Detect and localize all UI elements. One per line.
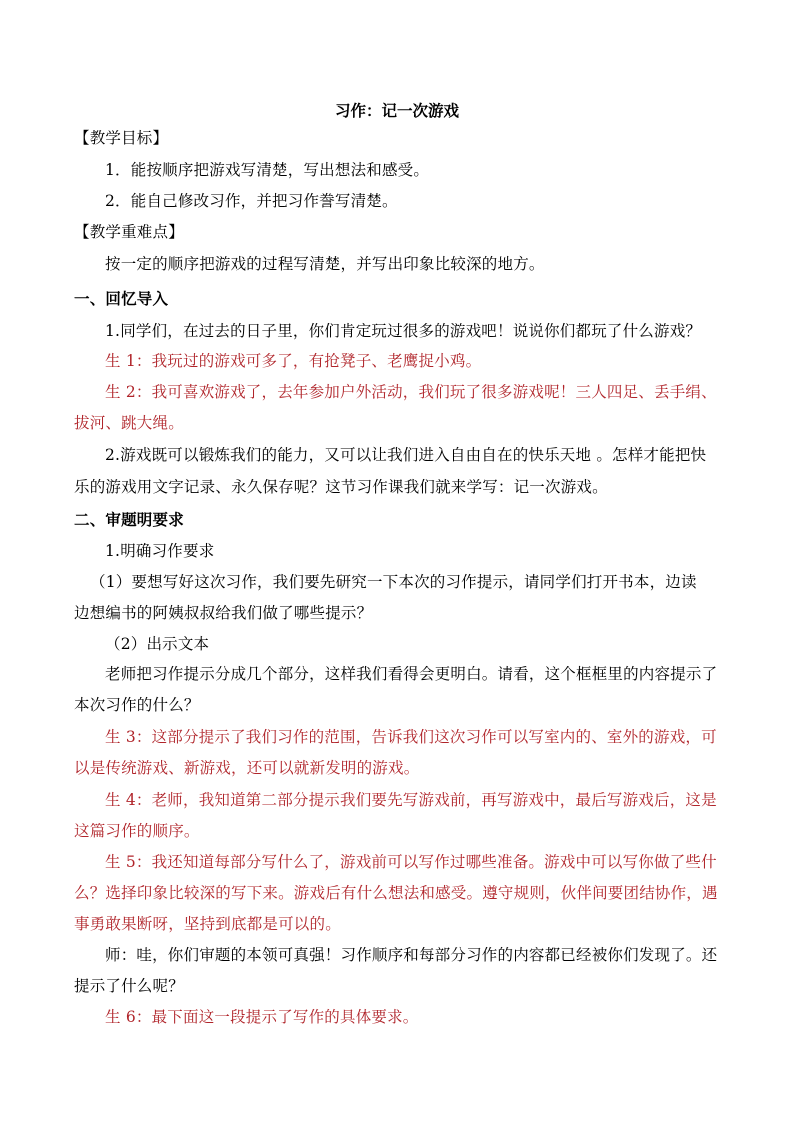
section-label-objectives: 【教学目标】: [74, 129, 169, 147]
paragraph-line: 2．能自己修改习作，并把习作誊写清楚。: [105, 192, 398, 210]
paragraph-line: 按一定的顺序把游戏的过程写清楚，并写出印象比较深的地方。: [105, 255, 545, 273]
student-answer-line: 拔河、跳大绳。: [74, 414, 184, 432]
student-answer-line: 生 5：我还知道每部分写什么了，游戏前可以写作过哪些准备。游戏中可以写你做了些什: [105, 853, 717, 871]
section-heading-2: 二、审题明要求: [74, 510, 184, 529]
paragraph-line: 2.游戏既可以锻炼我们的能力，又可以让我们进入自由自在的快乐天地 。怎样才能把快: [105, 446, 707, 464]
paragraph-line: 乐的游戏用文字记录、永久保存呢？这节习作课我们就来学写：记一次游戏。: [74, 478, 608, 496]
paragraph-line: 老师把习作提示分成几个部分，这样我们看得会更明白。请看，这个框框里的内容提示了: [105, 665, 718, 683]
student-answer-line: 以是传统游戏、新游戏，还可以就新发明的游戏。: [74, 759, 420, 777]
section-label-key-points: 【教学重难点】: [74, 223, 184, 241]
student-answer-line: 事勇敢果断呀，坚持到底都是可以的。: [74, 915, 341, 933]
student-answer-line: 生 1：我玩过的游戏可多了，有抢凳子、老鹰捉小鸡。: [105, 352, 482, 370]
paragraph-line: 本次习作的什么？: [74, 696, 200, 714]
student-answer-line: 么？选择印象比较深的写下来。游戏后有什么想法和感受。遵守规则，伙伴间要团结协作，遇: [74, 884, 718, 902]
student-answer-line: 生 4：老师，我知道第二部分提示我们要先写游戏前，再写游戏中，最后写游戏后，这是: [105, 791, 717, 809]
student-answer-line: 生 2：我可喜欢游戏了，去年参加户外活动，我们玩了很多游戏呢！三人四足、丢手绢、: [105, 383, 717, 401]
paragraph-line: 1.明确习作要求: [105, 542, 215, 560]
paragraph-line: 边想编书的阿姨叔叔给我们做了哪些提示？: [74, 604, 373, 622]
paragraph-line: 1.同学们，在过去的日子里，你们肯定玩过很多的游戏吧！说说你们都玩了什么游戏？: [105, 322, 702, 340]
student-answer-line: 生 3：这部分提示了我们习作的范围，告诉我们这次习作可以写室内的、室外的游戏，可: [105, 728, 717, 746]
student-answer-line: 生 6：最下面这一段提示了写作的具体要求。: [105, 1008, 419, 1026]
paragraph-line: 1．能按顺序把游戏写清楚，写出想法和感受。: [105, 161, 430, 179]
paragraph-line: （2）出示文本: [105, 635, 210, 653]
paragraph-line: 提示了什么呢？: [74, 977, 184, 995]
student-answer-line: 这篇习作的顺序。: [74, 822, 200, 840]
paragraph-line: 师：哇，你们审题的本领可真强！习作顺序和每部分习作的内容都已经被你们发现了。还: [105, 946, 718, 964]
section-heading-1: 一、回忆导入: [74, 289, 169, 308]
page-title: 习作：记一次游戏: [334, 101, 459, 120]
paragraph-line: （1）要想写好这次习作，我们要先研究一下本次的习作提示，请同学们打开书本，边读: [90, 573, 697, 591]
